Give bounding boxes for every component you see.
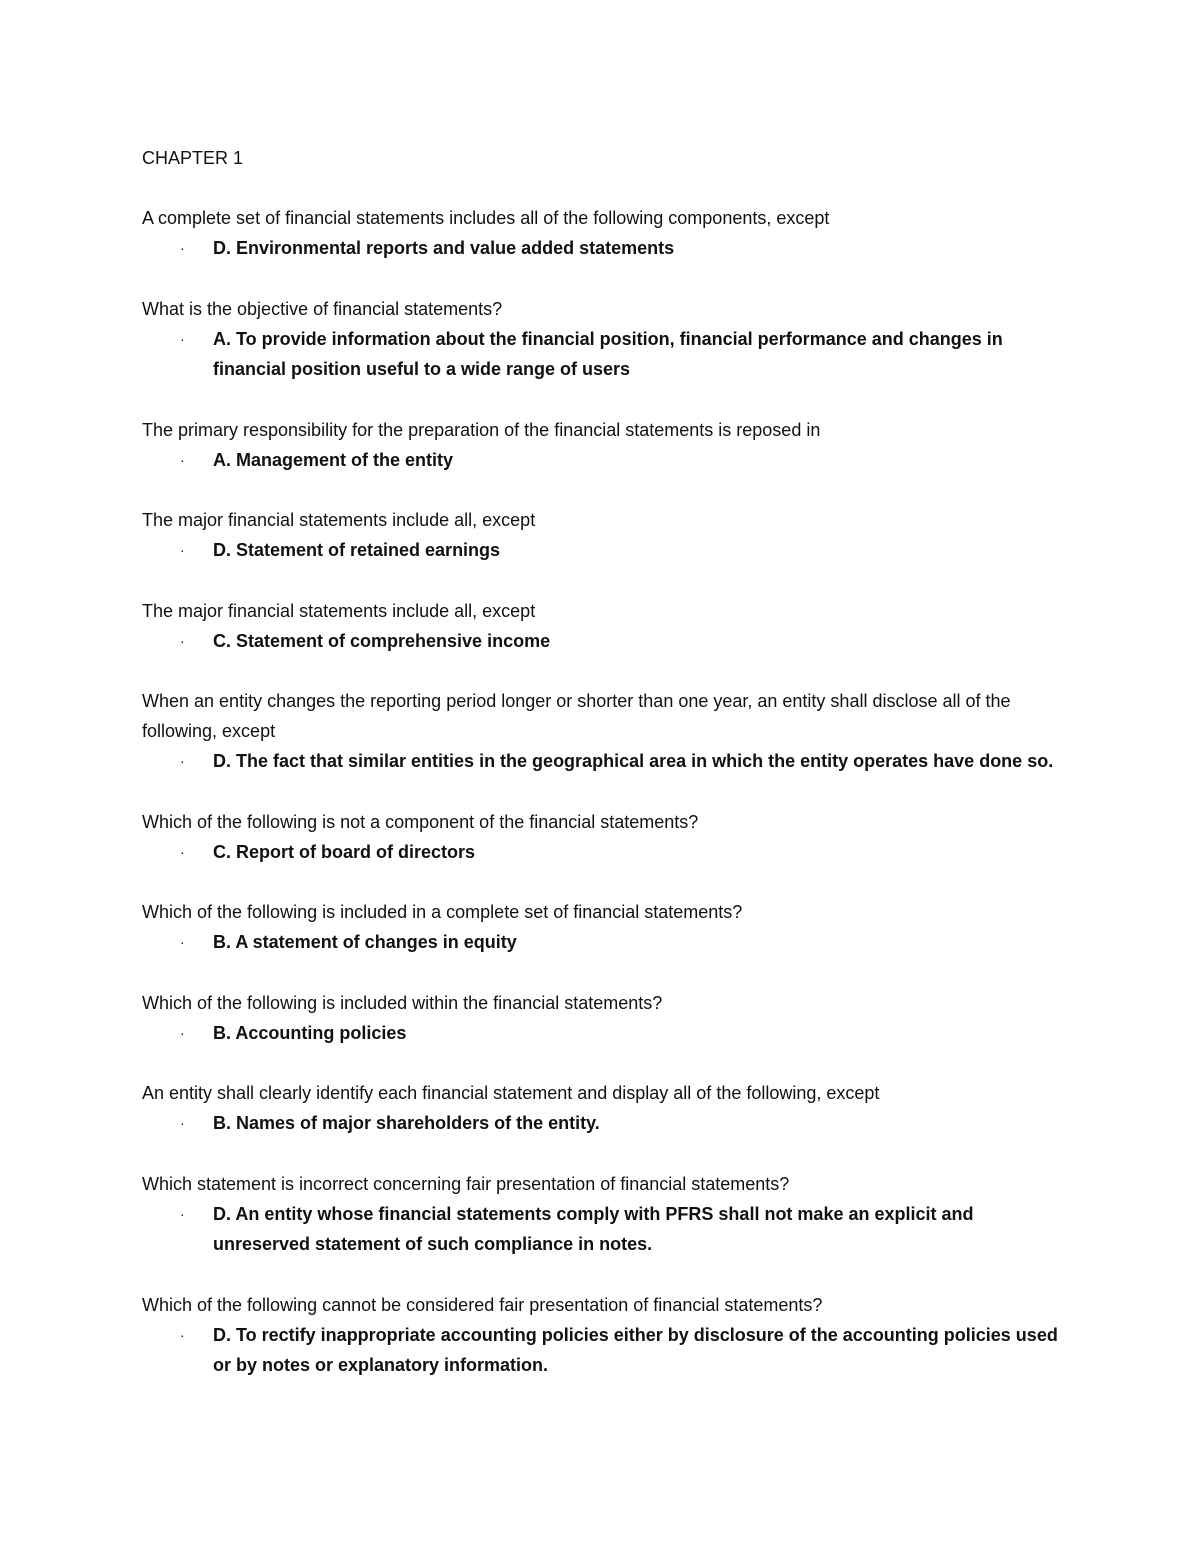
question-text: The major financial statements include all, except — [142, 600, 536, 621]
bullet-icon: · — [180, 632, 185, 649]
answer-text: A. Management of the entity — [213, 449, 454, 470]
question-text: A complete set of financial statements includes all of the following components, except — [142, 208, 830, 228]
answer-text: D. An entity whose financial statements comply with PFRS shall not make an explicit and unreserved statement of such compliance in notes. — [213, 1203, 974, 1254]
question-block — [142, 686, 1062, 777]
answer-text: C. Report of board of directors — [213, 841, 476, 862]
question-block — [142, 1078, 1062, 1139]
bullet-icon: · — [180, 753, 185, 769]
answer-text: B. Accounting policies — [213, 1022, 407, 1043]
question-text: Which of the following is included within the financial statements? — [142, 992, 663, 1013]
question-block — [142, 807, 1062, 868]
bullet-icon: · — [180, 1326, 185, 1343]
answer-text: A. To provide information about the financial position, financial performance and changes in financial position useful to a wide range of users — [213, 328, 1003, 379]
bullet-icon: · — [180, 1115, 185, 1131]
bullet-icon: · — [180, 451, 185, 468]
question-text: Which of the following is included in a complete set of financial statements? — [142, 902, 743, 922]
chapter-title: CHAPTER 1 — [142, 148, 244, 168]
question-text: Which of the following is not a component of the financial statements? — [142, 811, 699, 832]
answer-text: C. Statement of comprehensive income — [213, 630, 551, 651]
answer-item — [142, 746, 1062, 777]
question-text: Which statement is incorrect concerning fair presentation of financial statements? — [142, 1173, 790, 1194]
question-text: What is the objective of financial statements? — [142, 298, 503, 319]
question-block — [142, 897, 1062, 958]
question-block — [142, 596, 1062, 657]
answer-item — [142, 927, 1062, 958]
question-block — [142, 415, 1062, 476]
bullet-icon: · — [180, 330, 185, 347]
answer-item — [142, 445, 1062, 476]
bullet-icon: · — [180, 1024, 185, 1041]
bullet-icon: · — [180, 843, 185, 860]
question-block — [142, 1290, 1062, 1381]
bullet-icon: · — [180, 934, 185, 950]
answer-text: D. Statement of retained earnings — [213, 540, 501, 560]
answer-item — [142, 324, 1062, 385]
question-block — [142, 988, 1062, 1049]
question-block — [142, 1169, 1062, 1260]
answer-item — [142, 837, 1062, 868]
question-text: Which of the following cannot be considered fair presentation of financial statements? — [142, 1294, 823, 1315]
question-block — [142, 505, 1062, 566]
question-text: An entity shall clearly identify each financial statement and display all of the following, except — [142, 1083, 880, 1103]
question-block — [142, 294, 1062, 385]
answer-text: B. A statement of changes in equity — [213, 932, 517, 952]
answer-item — [142, 233, 1062, 264]
answer-text: D. Environmental reports and value added statements — [213, 238, 675, 258]
question-text: The primary responsibility for the preparation of the financial statements is reposed in — [142, 419, 821, 440]
answer-item — [142, 535, 1062, 566]
document-content — [142, 143, 1062, 1411]
answer-text: D. The fact that similar entities in the geographical area in which the entity operates have done so. — [213, 751, 1054, 771]
answer-text: B. Names of major shareholders of the entity. — [213, 1113, 600, 1133]
bullet-icon: · — [180, 240, 185, 256]
answer-item — [142, 1320, 1062, 1381]
answer-item — [142, 1018, 1062, 1049]
answer-item — [142, 1199, 1062, 1260]
question-block — [142, 203, 1062, 264]
question-text: When an entity changes the reporting period longer or shorter than one year, an entity shall disclose all of the following, except — [142, 691, 1011, 741]
question-text: The major financial statements include all, except — [142, 510, 536, 530]
answer-item — [142, 626, 1062, 657]
bullet-icon: · — [180, 1205, 185, 1222]
answer-text: D. To rectify inappropriate accounting policies either by disclosure of the accounting policies used or by notes or explanatory information. — [213, 1324, 1058, 1375]
bullet-icon: · — [180, 542, 185, 558]
answer-item — [142, 1108, 1062, 1139]
